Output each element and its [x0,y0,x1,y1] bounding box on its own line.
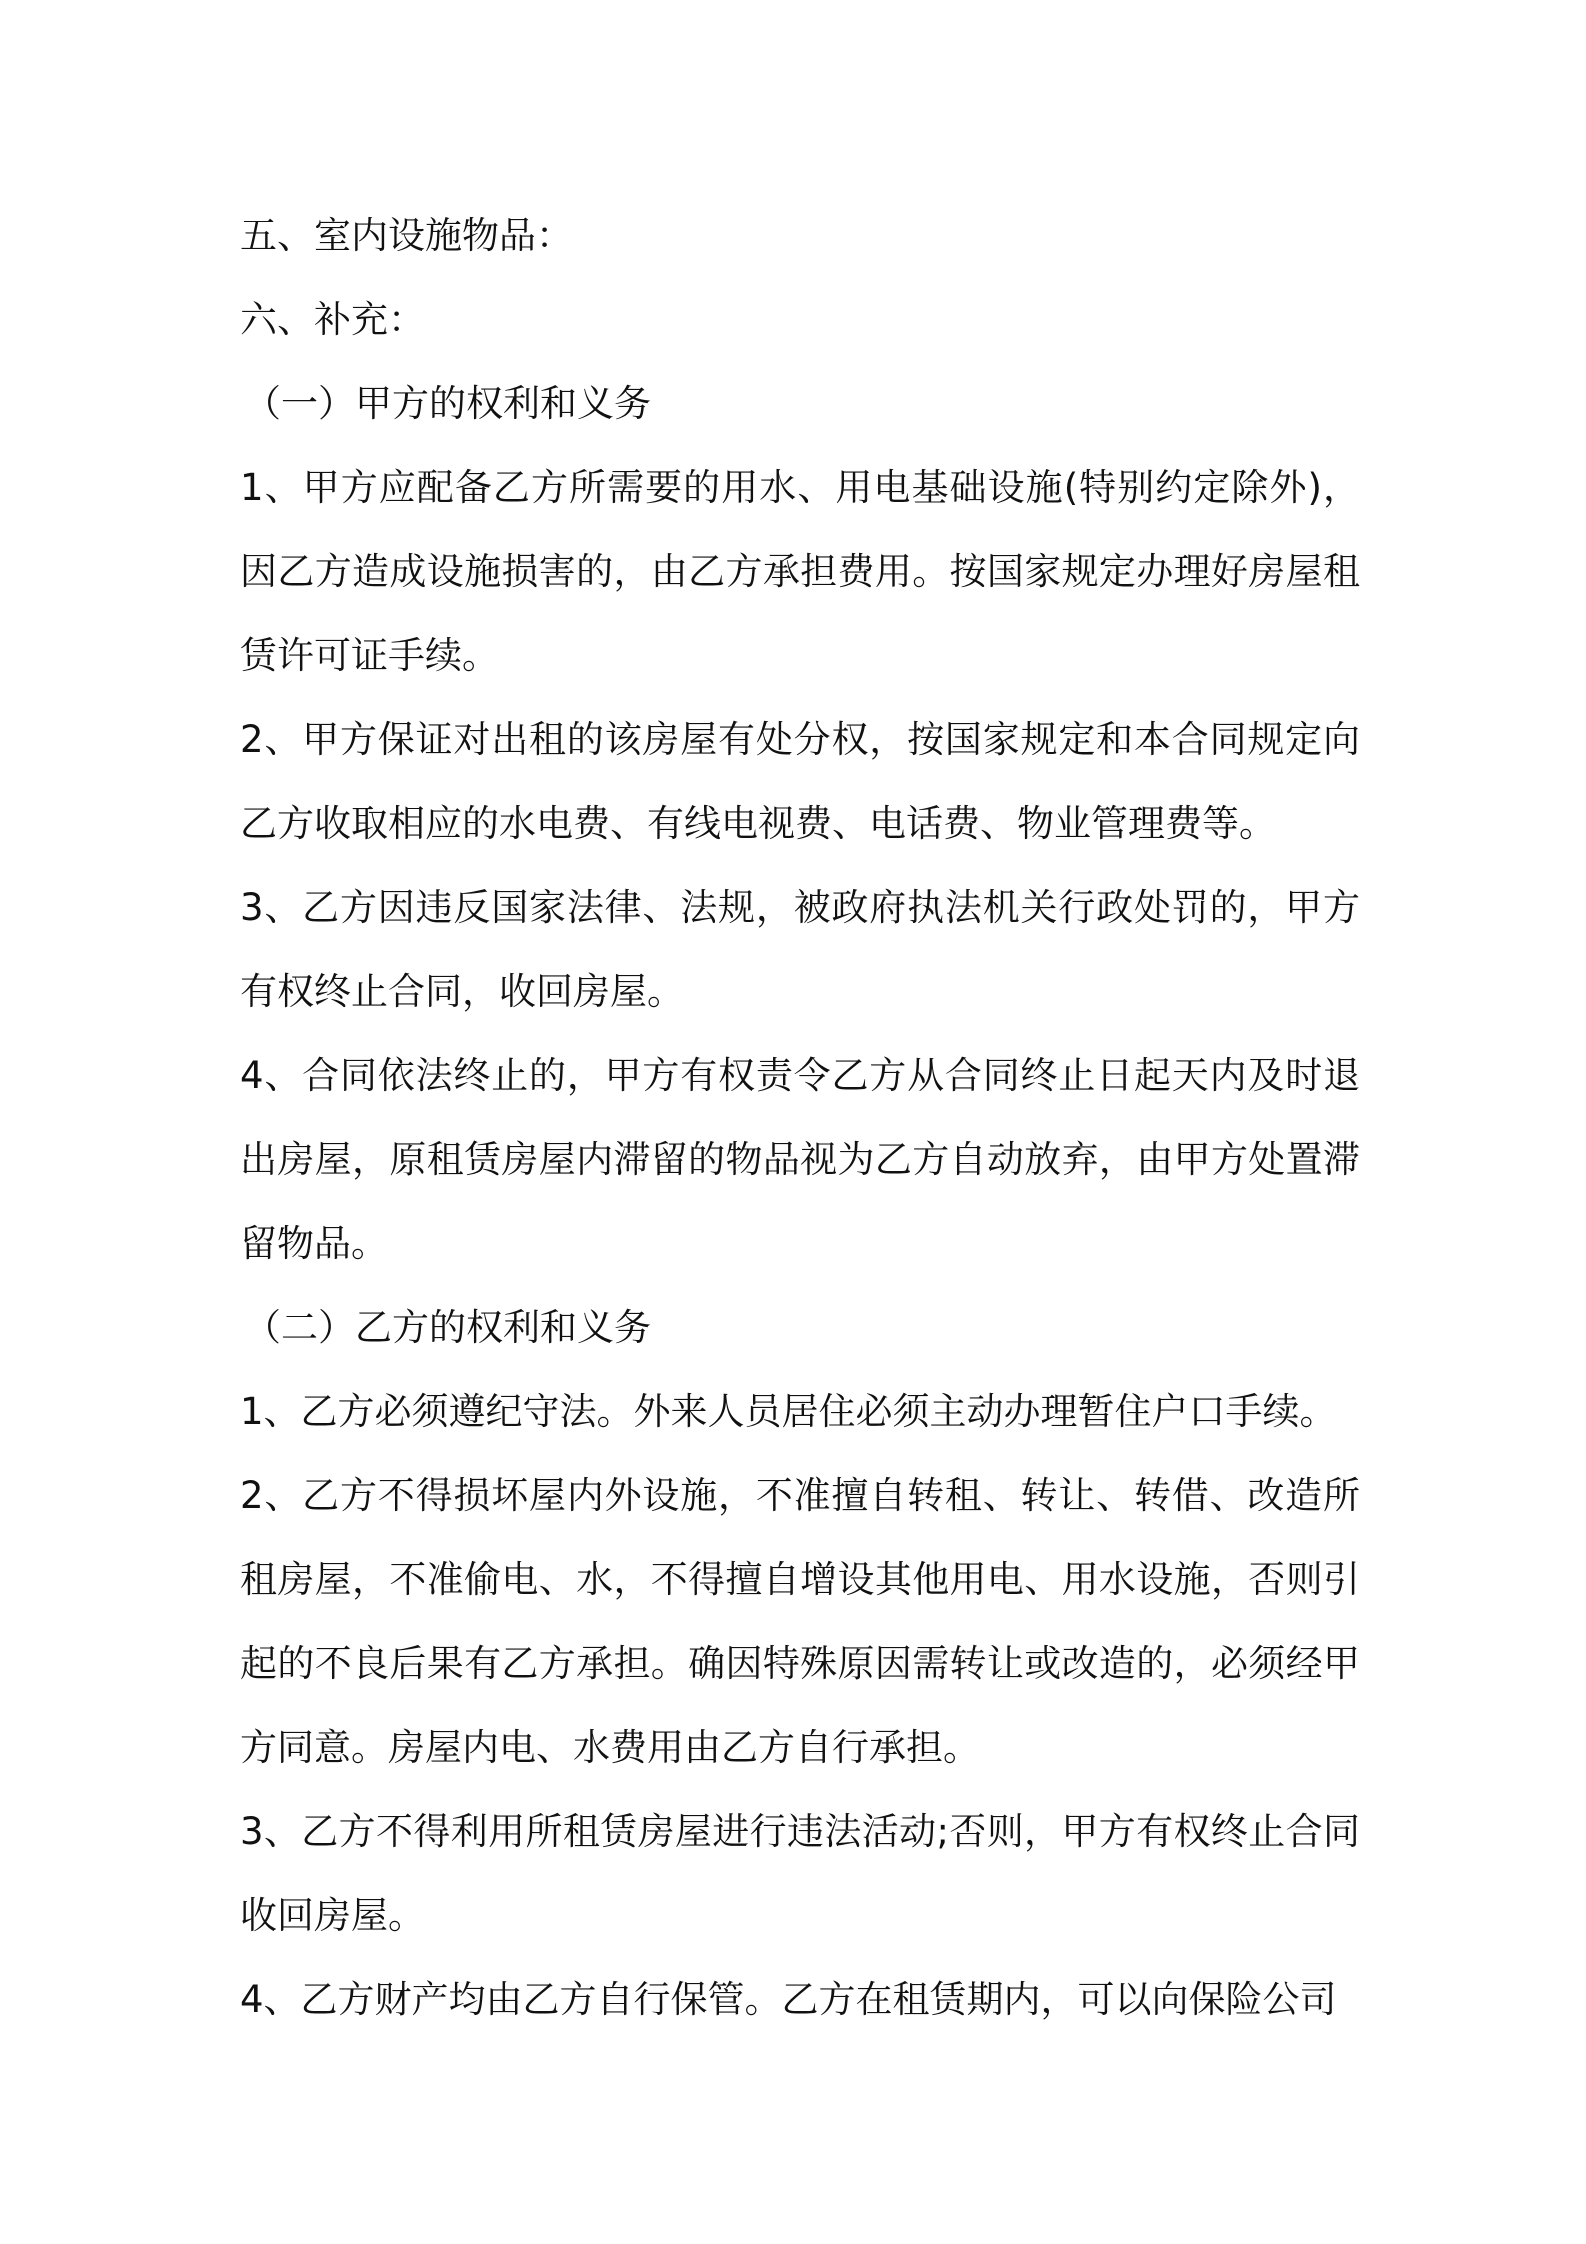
clause-party-b-2: 2、乙方不得损坏屋内外设施，不准擅自转租、转让、转借、改造所租房屋，不准偷电、水，不得擅自增设其他用电、用水设施，否则引起的不良后果有乙方承担。确因特殊原因需转让或改造的，必须经甲方同意。房屋内电、水费用由乙方自行承担。 [240,1474,1360,1769]
clause-party-a-4: 4、合同依法终止的，甲方有权责令乙方从合同终止日起天内及时退出房屋，原租赁房屋内滞留的物品视为乙方自动放弃，由甲方处置滞留物品。 [240,1054,1360,1265]
subsection-heading-party-a: （一）甲方的权利和义务 [244,382,651,425]
clause-party-a-2: 2、甲方保证对出租的该房屋有处分权，按国家规定和本合同规定向乙方收取相应的水电费、有线电视费、电话费、物业管理费等。 [240,718,1360,845]
clause-party-b-3: 3、乙方不得利用所租赁房屋进行违法活动;否则，甲方有权终止合同收回房屋。 [240,1810,1360,1937]
section-heading-6: 六、补充： [240,298,425,341]
subsection-heading-party-b: （二）乙方的权利和义务 [244,1306,651,1349]
section-heading-5: 五、室内设施物品： [240,214,573,257]
clause-party-a-1: 1、甲方应配备乙方所需要的用水、用电基础设施(特别约定除外)，因乙方造成设施损害的，由乙方承担费用。按国家规定办理好房屋租赁许可证手续。 [240,466,1360,677]
document-body [240,194,1360,2042]
clause-party-b-1: 1、乙方必须遵纪守法。外来人员居住必须主动办理暂住户口手续。 [240,1390,1337,1433]
clause-party-b-4: 4、乙方财产均由乙方自行保管。乙方在租赁期内，可以向保险公司 [240,1978,1337,2021]
clause-party-a-3: 3、乙方因违反国家法律、法规，被政府执法机关行政处罚的，甲方有权终止合同，收回房屋。 [240,886,1360,1013]
